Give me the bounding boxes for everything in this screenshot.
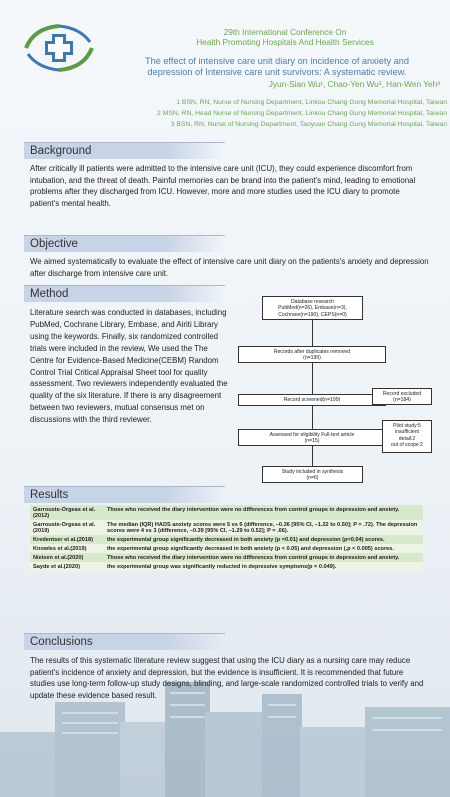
flow-pilot-box: Pilot study:5 insufficient detail:2 out of scope:2 xyxy=(382,420,432,453)
background-text: After critically ill patients were admitted to the intensive care unit (ICU), they could experience discomfort from intubation, and the threat of death. Painful memories can be brand into the patient's mind, leading to emotional problems after they discharged from ICU. However, more and more studies used the ICU diary to promote patient's mental health. xyxy=(30,164,416,208)
authors: Jyun-Sian Wu¹, Chao-Yen Wu², Han-Wen Yeh³ xyxy=(268,79,440,89)
flow-duplicates-box: Records after duplicates removed (n=199) xyxy=(238,346,386,363)
table-row: Garrouste-Orgeas et al.(2019) The median (IQR) HADS anxiety scores were 5 vs 6 (difference, –0.36 [95% CI, –1.22 to 0.50]; P = .72). The depression scores were 4 vs 3 (difference, –0.39 [95% CI, –1.29 to 0.52]; P = .66). xyxy=(30,520,423,535)
table-row: Garrouste-Orgeas et al.(2012) Those who received the diary intervention were no differences from control groups in depression and anxiety. xyxy=(30,505,423,520)
table-row: Nielsen et al.(2020) Those who received the diary intervention were no differences from control groups in depression and anxiety. xyxy=(30,553,423,562)
flow-excluded-box: Record excluded (n=184) xyxy=(372,388,432,405)
poster-title: The effect of intensive care unit diary on incidence of anxiety and depression of Intensive care unit survivors: A systematic review. xyxy=(145,56,409,77)
conference-name: 29th International Conference On Health Promoting Hospitals And Health Services xyxy=(196,27,374,47)
conclusions-text: The results of this systematic literature review suggest that using the ICU diary as a nursing care may reduce patient's incidence of anxiety and depression, but the evidence is insufficient. It is recommended that future studies use long-term follow-up study designs, blinding, and large-scale randomized controlled trials to verify and update these evidence based result. xyxy=(30,656,424,700)
conclusions-heading: Conclusions xyxy=(24,633,225,650)
objective-text: We aimed systematically to evaluate the effect of intensive care unit diary on the patients's anxiety and depression after discharge from intensive care unit. xyxy=(30,257,429,278)
affiliations: 1 BSN, RN, Nurse of Nursing Department, Linkou Chang Gung Memorial Hospital, Taiwan 2 MSN, RN, Head Nurse of Nursing Department, Linkou Chang Gung Memorial Hospital, Taiwan 3 BSN, RN, Nurse of Nursing Department, Taoyuan Chang Gung Memorial Hospital, Taiwan xyxy=(156,99,447,128)
results-table xyxy=(30,505,423,571)
flow-database-box: Database research PubMed(n=26), Embase(n=3), Cochrane(n=190), CEPS(n=0) xyxy=(262,296,363,320)
objective-heading: Objective xyxy=(24,235,225,252)
background-heading: Background xyxy=(24,142,225,159)
method-heading: Method xyxy=(24,285,225,302)
flow-included-box: Study included in synthesis (n=6) xyxy=(262,466,363,483)
flow-eligibility-box: Assessed for eligibility Full-text article (n=15) xyxy=(238,429,386,446)
table-row: Kredentser et al.(2018) the experimental group significantly decreased in both anxiety (p =0.01) and depression (p=0.04) scores. xyxy=(30,535,423,544)
table-row: Knowles et al.(2019) the experimental group significantly decreased in both anxiety (p < 0.05) and depression (,p < 0.005) scores. xyxy=(30,544,423,553)
table-row: Sayde et al.(2020) the experimental group was significantly reducted in depressive symptoms(p = 0.049). xyxy=(30,562,423,571)
flow-screened-box: Record screened(n=199) xyxy=(238,394,386,406)
results-heading: Results xyxy=(24,486,225,503)
hospital-cross-logo-icon xyxy=(18,22,100,74)
method-text: Literature search was conducted in databases, including PubMed, Cochrane Library, Embase, and Airiti Library using the keywords. Finally, six randomized controlled trials were included in the review, We used the The Centre for Evidence-Based Medicine(CEBM) Random Control Trial Critical Appraisal Sheet tool for quality assessment. Two reviewers independently evaluated the quality of the six literature. If there is any disagreement between two reviewers, mutual consensus met on discussions with the third reviewer. xyxy=(30,308,228,425)
